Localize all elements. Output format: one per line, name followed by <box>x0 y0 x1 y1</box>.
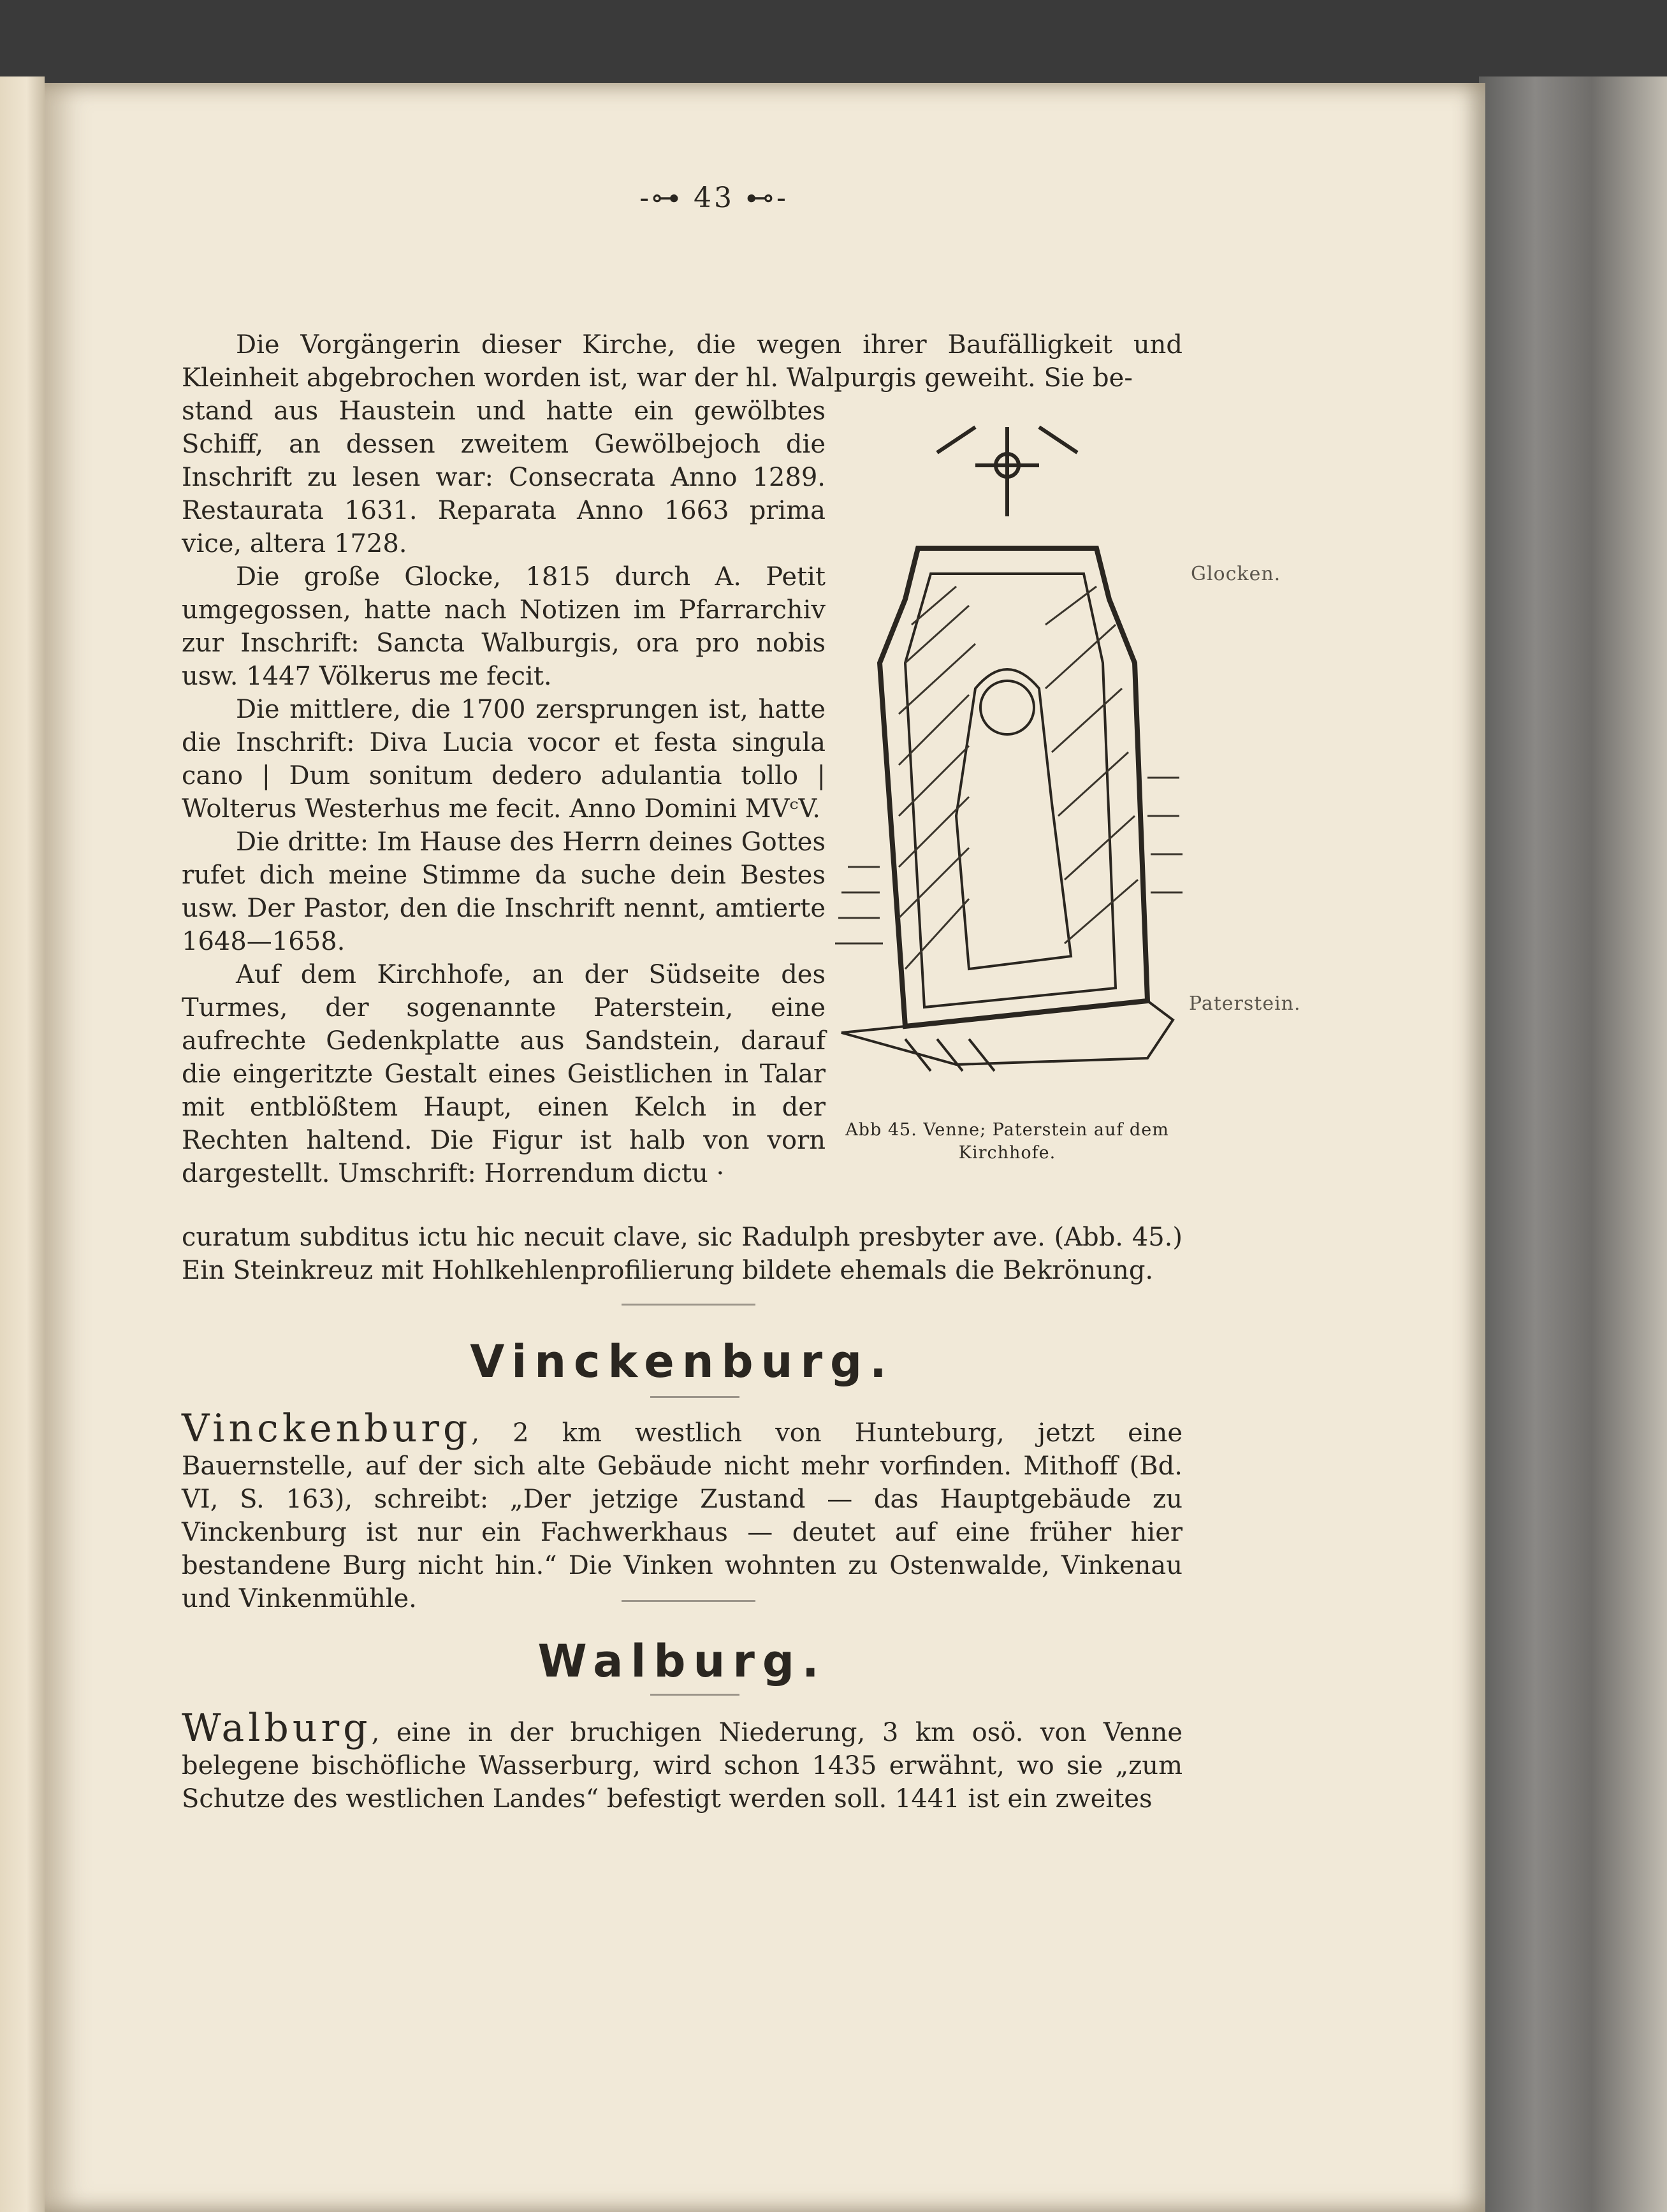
lead-word-vinckenburg: Vinckenburg <box>182 1406 472 1451</box>
book-left-page-edge <box>0 76 45 2212</box>
stone-cross-top <box>937 427 1077 516</box>
section-paragraph-vinckenburg <box>182 1406 1183 1615</box>
left-paragraph-4: Die dritte: Im Hause des Herrn deines Gottes rufet dich meine Stimme da suche dein Bestes usw. Der Pastor, den die Inschrift nennt, amtierte 1648—1658. <box>182 827 826 956</box>
section-body-walburg: , eine in der bruchigen Niederung, 3 km osö. von Venne belegene bischöfliche Wasserburg, wird schon 1435 erwähnt, wo sie „zum Schutze des westlichen Landes“ befestigt werden soll. 1441 ist ein zweites <box>182 1718 1183 1814</box>
section-divider <box>622 1304 755 1306</box>
section-paragraph-walburg <box>182 1706 1183 1815</box>
intro-text: Die Vorgängerin dieser Kirche, die wegen ihrer Baufälligkeit und Kleinheit abgebrochen worden ist, war der hl. Walpurgis geweiht. Sie be- <box>182 330 1183 393</box>
paterstein-illustration <box>829 331 1186 1103</box>
section-title-vinckenburg: Vinckenburg. <box>470 1335 894 1388</box>
margin-note-paterstein: Paterstein. <box>1189 993 1301 1015</box>
left-paragraph-5: Auf dem Kirchhofe, an der Südseite des Turmes, der sogenannte Paterstein, eine aufrechte Gedenkplatte aus Sandstein, darauf die eingeritzte Gestalt eines Geistlichen in Talar mit entblößtem Haupt, einen Kelch in der Rechten haltend. Die Figur ist halb von vorn dargestellt. Umschrift: Horrendum dictu · <box>182 960 826 1188</box>
title-underline <box>650 1396 739 1398</box>
title-underline <box>650 1694 739 1696</box>
left-column <box>182 395 826 1190</box>
ground <box>841 1001 1173 1071</box>
section-lead-word <box>182 1406 472 1451</box>
continuation-paragraph: curatum subditus ictu hic necuit clave, sic Radulph presbyter ave. (Abb. 45.) Ein Steinkreuz mit Hohlkehlenprofilierung bildete ehemals die Bekrönung. <box>182 1223 1183 1285</box>
left-paragraph-1: stand aus Haustein und hatte ein gewölbtes Schiff, an dessen zweitem Gewölbejoch die Inschrift zu lesen war: Consecrata Anno 1289. Restaurata 1631. Reparata Anno 1663 prima vice, altera 1728. <box>182 397 826 558</box>
section-lead-word <box>182 1706 372 1750</box>
stone-slab <box>880 548 1147 1026</box>
book-cover-edge <box>1479 76 1667 2212</box>
page-header: -⊶ 43 ⊷- <box>639 182 789 214</box>
section-body-vinckenburg: , 2 km westlich von Hunteburg, jetzt eine Bauernstelle, auf der sich alte Gebäude nicht mehr vorfinden. Mithoff (Bd. VI, S. 163), schreibt: „Der jetzige Zustand — das Hauptgebäude zu Vinckenburg ist nur ein Fachwerkhaus — deutet auf eine früher hier bestandene Burg nicht hin.“ Die Vinken wohnten zu Ostenwalde, Vinkenau und Vinkenmühle. <box>182 1418 1183 1613</box>
figure-caption: Abb 45. Venne; Paterstein auf dem Kirchhofe. <box>845 1120 1169 1163</box>
left-paragraph-2: Die große Glocke, 1815 durch A. Petit umgegossen, hatte nach Notizen im Pfarrarchiv zur Inschrift: Sancta Walburgis, ora pro nobis usw. 1447 Völkerus me fecit. <box>182 562 826 691</box>
section-title-walburg: Walburg. <box>537 1635 827 1687</box>
section-divider <box>622 1600 755 1602</box>
lead-word-walburg: Walburg <box>182 1706 372 1750</box>
left-paragraph-3: Die mittlere, die 1700 zersprungen ist, hatte die Inschrift: Diva Lucia vocor et festa singula cano | Dum sonitum dedero adulantia tollo | Wolterus Westerhus me fecit. Anno Domini MVᶜV. <box>182 695 826 824</box>
margin-note-glocken: Glocken. <box>1191 563 1281 585</box>
